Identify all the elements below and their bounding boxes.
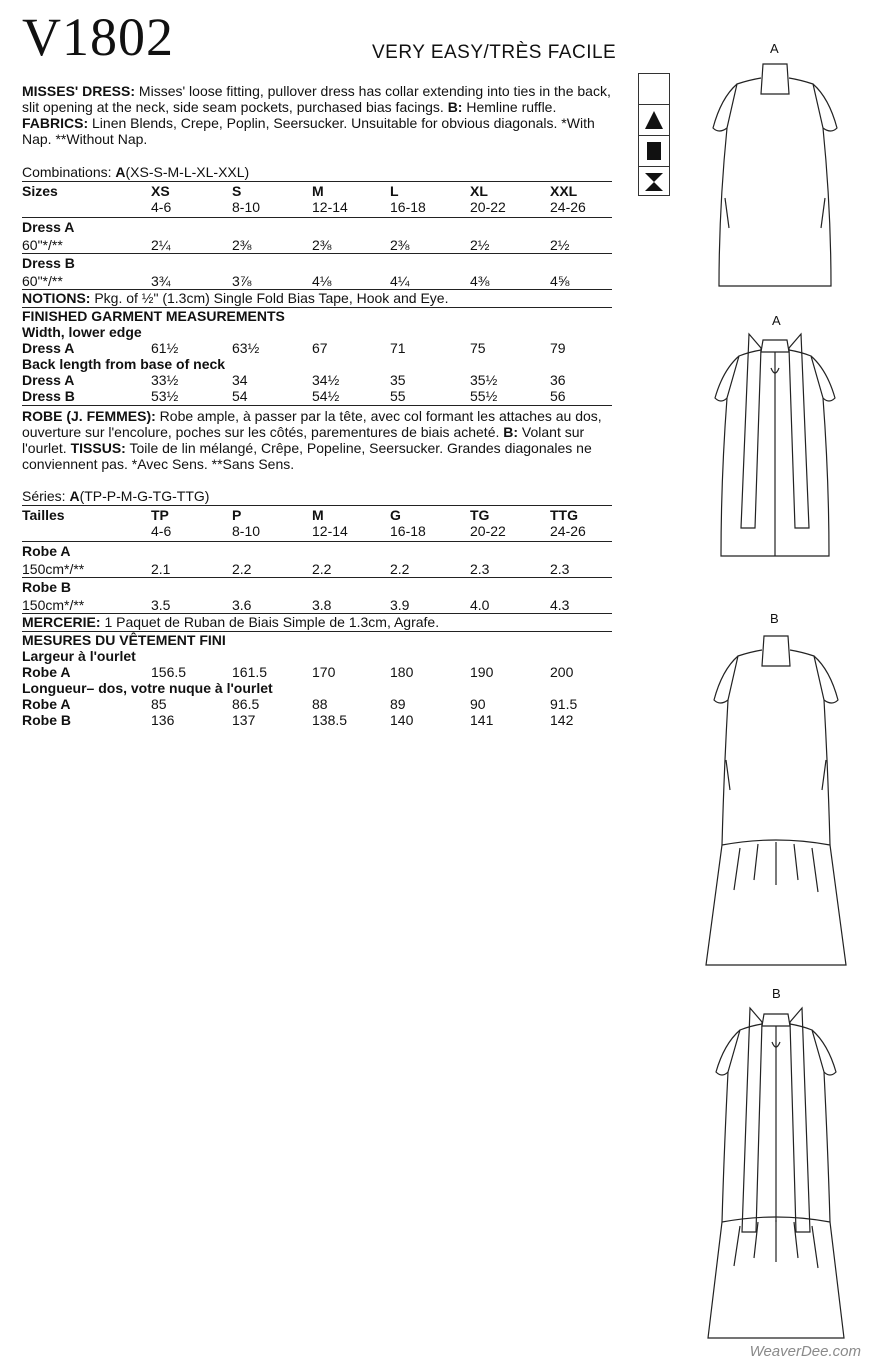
measurement-name: Dress A xyxy=(22,372,75,388)
measurement-value: 55 xyxy=(390,388,406,404)
size-number: 24-26 xyxy=(550,523,586,539)
measurement-name: Dress A xyxy=(22,340,75,356)
pattern-number: V1802 xyxy=(22,7,174,67)
yardage-value: 4⅝ xyxy=(550,273,570,289)
size-code: XS xyxy=(151,183,170,199)
size-number: 16-18 xyxy=(390,199,426,215)
square-icon xyxy=(639,136,669,167)
measurement-value: 61½ xyxy=(151,340,179,356)
size-code: TTG xyxy=(550,507,578,523)
measurement-value: 63½ xyxy=(232,340,260,356)
size-code: S xyxy=(232,183,242,199)
measurement-value: 136 xyxy=(151,712,175,728)
measurement-value: 170 xyxy=(312,664,336,680)
dress-a-back-sketch xyxy=(705,328,845,564)
size-code: XL xyxy=(470,183,488,199)
yardage-robe-b xyxy=(22,579,612,611)
size-number: 20-22 xyxy=(470,523,506,539)
yardage-name: Robe B xyxy=(22,579,71,595)
yardage-value: 2.3 xyxy=(550,561,570,577)
measurement-value: 54½ xyxy=(312,388,340,404)
description-text: Robe ample, à passer par la tête, avec col formant les attaches au dos, ouverture sur l'encolure, poches sur les côtés, parementures de biais acheté. xyxy=(22,408,602,440)
yardage-value: 4⅛ xyxy=(312,273,332,289)
blank-square xyxy=(639,74,669,105)
measurement-value: 67 xyxy=(312,340,328,356)
fabric-width: 60"*/** xyxy=(22,273,63,289)
size-number: 12-14 xyxy=(312,199,348,215)
measurement-value: 34½ xyxy=(312,372,340,388)
divider xyxy=(22,577,612,578)
measurement-value: 156.5 xyxy=(151,664,187,680)
fabric-width: 150cm*/** xyxy=(22,597,85,613)
combinations-view: A xyxy=(115,164,126,180)
yardage-value: 2.1 xyxy=(151,561,171,577)
mercerie-label: MERCERIE: xyxy=(22,614,101,630)
view-label: B xyxy=(770,611,779,626)
size-code: M xyxy=(312,183,324,199)
view-label: A xyxy=(772,313,781,328)
description-text: Toile de lin mélangé, Crêpe, Popeline, Seersucker. Grandes diagonales ne conviennent pas. *Avec Sens. **Sans Sens. xyxy=(22,440,592,472)
measurement-value: 34 xyxy=(232,372,248,388)
divider xyxy=(22,217,612,218)
watermark: WeaverDee.com xyxy=(749,1343,861,1360)
french-description xyxy=(22,408,622,472)
size-number: 8-10 xyxy=(232,523,261,539)
yardage-value: 2¼ xyxy=(151,237,171,253)
measurement-name: Robe B xyxy=(22,712,71,728)
divider xyxy=(22,541,612,542)
difficulty-label: VERY EASY/TRÈS FACILE xyxy=(372,42,617,63)
yardage-dress-a xyxy=(22,219,612,251)
yardage-value: 4.0 xyxy=(470,597,490,613)
yardage-value: 3.9 xyxy=(390,597,410,613)
view-label: A xyxy=(770,41,779,56)
combinations-sizes: (XS-S-M-L-XL-XXL) xyxy=(125,164,250,180)
fabric-width: 150cm*/** xyxy=(22,561,85,577)
yardage-value: 2.3 xyxy=(470,561,490,577)
size-number: 16-18 xyxy=(390,523,426,539)
divider xyxy=(22,405,612,406)
description-lead: MISSES' DRESS: xyxy=(22,83,136,99)
measurement-value: 35 xyxy=(390,372,406,388)
english-size-table xyxy=(22,183,612,215)
size-number: 12-14 xyxy=(312,523,348,539)
measurement-name: Robe A xyxy=(22,664,71,680)
width-title: Width, lower edge xyxy=(22,324,142,340)
description-text: Hemline ruffle. xyxy=(462,99,557,115)
size-code: XXL xyxy=(550,183,578,199)
size-code: P xyxy=(232,507,242,523)
measurement-value: 138.5 xyxy=(312,712,348,728)
yardage-value: 2.2 xyxy=(312,561,332,577)
fabrics-label: TISSUS: xyxy=(70,440,126,456)
view-label: B xyxy=(772,986,781,1001)
size-codes-row xyxy=(22,183,612,199)
yardage-value: 2½ xyxy=(550,237,570,253)
dress-b-front-sketch xyxy=(700,630,850,970)
measurement-value: 79 xyxy=(550,340,566,356)
description-lead: ROBE (J. FEMMES): xyxy=(22,408,156,424)
measurement-value: 161.5 xyxy=(232,664,268,680)
measurement-value: 33½ xyxy=(151,372,179,388)
dress-b-back-sketch xyxy=(700,1002,850,1344)
view-b-label: B: xyxy=(447,99,463,115)
dress-a-front-sketch xyxy=(705,58,845,294)
mercerie-line xyxy=(22,614,439,630)
triangle-icon xyxy=(639,105,669,136)
size-code: L xyxy=(390,183,399,199)
size-number: 4-6 xyxy=(151,523,172,539)
yardage-value: 2.2 xyxy=(390,561,410,577)
english-finished-measurements xyxy=(22,308,612,404)
size-numbers-row xyxy=(22,199,612,215)
yardage-value: 2⅜ xyxy=(390,237,410,253)
measurement-value: 53½ xyxy=(151,388,179,404)
french-finished-measurements xyxy=(22,632,612,728)
finished-title: MESURES DU VÊTEMENT FINI xyxy=(22,632,226,648)
yardage-name: Dress B xyxy=(22,255,75,271)
measurement-name: Dress B xyxy=(22,388,75,404)
measurement-value: 141 xyxy=(470,712,494,728)
yardage-value: 2⅜ xyxy=(232,237,252,253)
length-title: Longueur– dos, votre nuque à l'ourlet xyxy=(22,680,273,696)
measurement-value: 85 xyxy=(151,696,167,712)
notions-text: Pkg. of ½" (1.3cm) Single Fold Bias Tape, Hook and Eye. xyxy=(90,290,449,306)
yardage-value: 3.6 xyxy=(232,597,252,613)
yardage-value: 3.8 xyxy=(312,597,332,613)
divider xyxy=(22,181,612,182)
measurement-value: 86.5 xyxy=(232,696,260,712)
measurement-value: 91.5 xyxy=(550,696,578,712)
sizes-header: Tailles xyxy=(22,507,65,523)
measurement-value: 200 xyxy=(550,664,574,680)
finished-title: FINISHED GARMENT MEASUREMENTS xyxy=(22,308,285,324)
measurement-name: Robe A xyxy=(22,696,71,712)
description-text: Volant sur l'ourlet. xyxy=(22,424,585,456)
english-description xyxy=(22,83,622,147)
size-number: 4-6 xyxy=(151,199,172,215)
fabric-width: 60"*/** xyxy=(22,237,63,253)
measurement-value: 88 xyxy=(312,696,328,712)
size-number: 24-26 xyxy=(550,199,586,215)
size-number: 8-10 xyxy=(232,199,261,215)
measurement-value: 180 xyxy=(390,664,414,680)
divider xyxy=(22,505,612,506)
size-code: M xyxy=(312,507,324,523)
combinations-label: Combinations: xyxy=(22,164,116,180)
description-text: Misses' loose fitting, pullover dress has collar extending into ties in the back, slit opening at the neck, side seam pockets, purchased bias facings. xyxy=(22,83,611,115)
size-code: TP xyxy=(151,507,169,523)
hourglass-icon xyxy=(639,167,669,197)
notions-line xyxy=(22,290,448,306)
fabrics-label: FABRICS: xyxy=(22,115,89,131)
width-title: Largeur à l'ourlet xyxy=(22,648,136,664)
series-line xyxy=(22,488,209,504)
measurement-value: 89 xyxy=(390,696,406,712)
measurement-value: 90 xyxy=(470,696,486,712)
size-code: TG xyxy=(470,507,490,523)
yardage-value: 4¼ xyxy=(390,273,410,289)
measurement-value: 55½ xyxy=(470,388,498,404)
measurement-value: 35½ xyxy=(470,372,498,388)
series-view: A xyxy=(69,488,80,504)
notions-label: NOTIONS: xyxy=(22,290,91,306)
series-sizes: (TP-P-M-G-TG-TTG) xyxy=(79,488,210,504)
yardage-name: Robe A xyxy=(22,543,71,559)
size-code: G xyxy=(390,507,401,523)
yardage-value: 2⅜ xyxy=(312,237,332,253)
mercerie-text: 1 Paquet de Ruban de Biais Simple de 1.3cm, Agrafe. xyxy=(100,614,440,630)
measurement-value: 75 xyxy=(470,340,486,356)
length-title: Back length from base of neck xyxy=(22,356,226,372)
yardage-value: 4⅜ xyxy=(470,273,490,289)
yardage-name: Dress A xyxy=(22,219,75,235)
description-text: Linen Blends, Crepe, Poplin, Seersucker. Unsuitable for obvious diagonals. *With Nap. **Without Nap. xyxy=(22,115,595,147)
size-number: 20-22 xyxy=(470,199,506,215)
measurement-value: 190 xyxy=(470,664,494,680)
french-size-table xyxy=(22,507,612,539)
measurement-value: 142 xyxy=(550,712,574,728)
sizes-header: Sizes xyxy=(22,183,58,199)
yardage-value: 3⅞ xyxy=(232,273,252,289)
yardage-value: 4.3 xyxy=(550,597,570,613)
yardage-value: 3.5 xyxy=(151,597,171,613)
series-label: Séries: xyxy=(22,488,70,504)
yardage-robe-a xyxy=(22,543,612,575)
yardage-value: 3¾ xyxy=(151,273,171,289)
nap-symbol-box xyxy=(638,73,670,196)
measurement-value: 137 xyxy=(232,712,256,728)
view-b-label: B: xyxy=(503,424,519,440)
yardage-dress-b xyxy=(22,255,612,287)
measurement-value: 54 xyxy=(232,388,248,404)
divider xyxy=(22,253,612,254)
measurement-value: 71 xyxy=(390,340,406,356)
yardage-value: 2½ xyxy=(470,237,490,253)
yardage-value: 2.2 xyxy=(232,561,252,577)
measurement-value: 140 xyxy=(390,712,414,728)
measurement-value: 56 xyxy=(550,388,566,404)
combinations-line xyxy=(22,164,249,180)
measurement-value: 36 xyxy=(550,372,566,388)
